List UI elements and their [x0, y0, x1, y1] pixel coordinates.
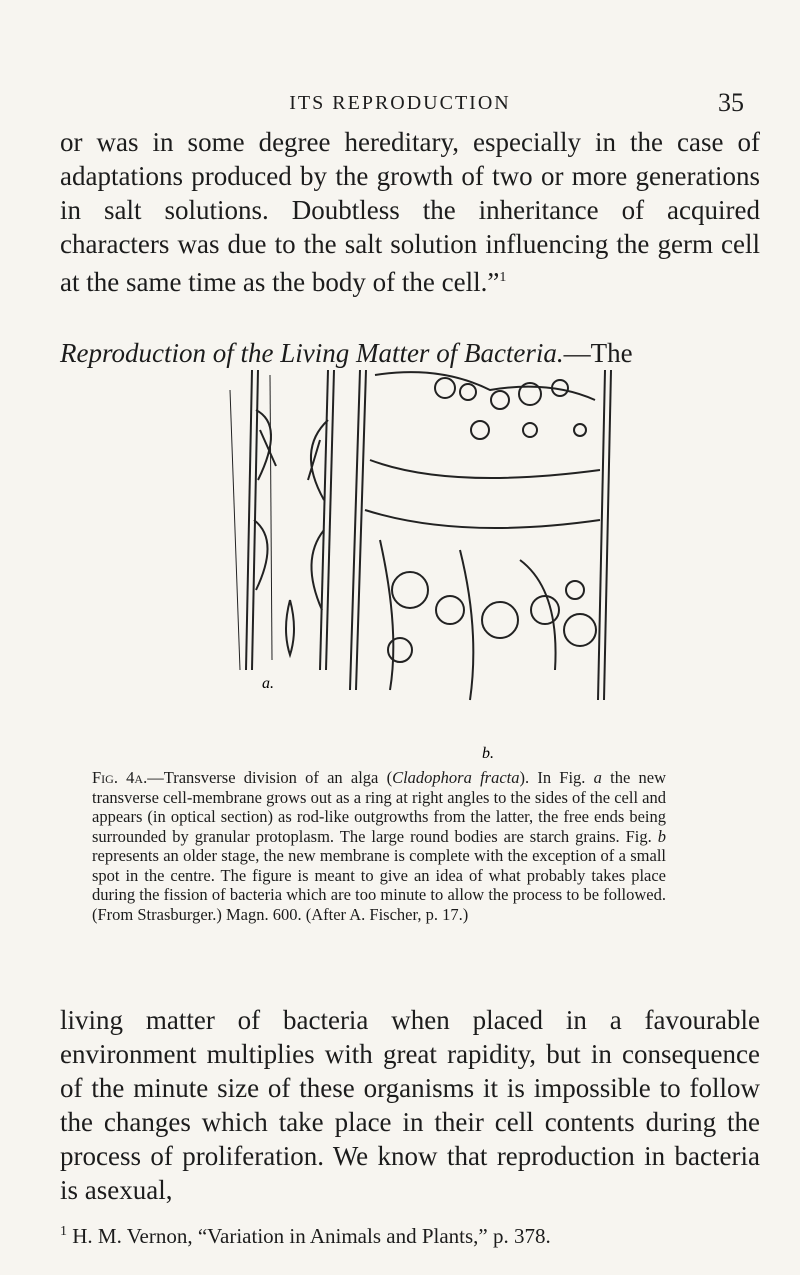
caption-text-3: the new transverse cell-membrane grows out as a ring at right angles to the sides of the cell and appears (in optical section) as rod-like outgrowths from the latter, the free ends being surrounded by granular protoplasm. The large round bodies are starch grains. Fig. — [92, 768, 666, 846]
figure-caption — [92, 768, 666, 924]
footnote-marker: 1 — [499, 270, 507, 285]
intro-paragraph — [60, 125, 760, 299]
section-heading-line — [60, 336, 760, 370]
panel-a-drawing — [230, 370, 334, 670]
caption-fig-a: a — [593, 768, 602, 787]
intro-text: or was in some degree hereditary, especially in the case of adaptations produced by the growth of two or more generations in salt solutions. Doubtless the inheritance of acquired characters was due to the salt solution influencing the germ cell at the same time as the body of the cell.” — [60, 127, 760, 297]
body-text: living matter of bacteria when placed in a favourable environment multiplies with great rapidity, but in consequence of the minute size of these organisms it is impossible to follow the changes which take place in their cell contents during the process of proliferation. We know that reproduction in bacteria is asexual, — [60, 1005, 760, 1205]
caption-text-1: —Transverse division of an alga ( — [147, 768, 393, 787]
panel-b-drawing — [350, 370, 611, 700]
caption-text-2: ). In Fig. — [519, 768, 594, 787]
caption-text-4: represents an older stage, the new membrane is complete with the exception of a small spot in the centre. The figure is meant to give an idea of what probably takes place during the fission of bacteria which are too minute to allow the process to be followed. (From Strasburger.) Magn. 600. (After A. Fischer, p. 17.) — [92, 846, 666, 924]
body-paragraph — [60, 1003, 760, 1207]
footnote-number: 1 — [60, 1224, 67, 1239]
caption-fig-b: b — [657, 826, 666, 846]
figure-label-a: a. — [262, 675, 274, 692]
footnote-text: H. M. Vernon, “Variation in Animals and Plants,” p. 378. — [72, 1224, 551, 1248]
page-number: 35 — [718, 88, 744, 117]
figure-cladophora-division — [200, 370, 640, 770]
running-title: ITS REPRODUCTION — [289, 92, 511, 114]
caption-genus: Cladophora fracta — [392, 768, 520, 787]
section-heading: Reproduction of the Living Matter of Bacteria. — [60, 338, 564, 368]
caption-lead: Fig. 4a. — [92, 768, 148, 787]
footnote — [60, 1219, 760, 1249]
section-heading-suffix: —The — [563, 338, 633, 368]
figure-label-b: b. — [482, 745, 494, 762]
figure-illustration — [200, 370, 640, 770]
